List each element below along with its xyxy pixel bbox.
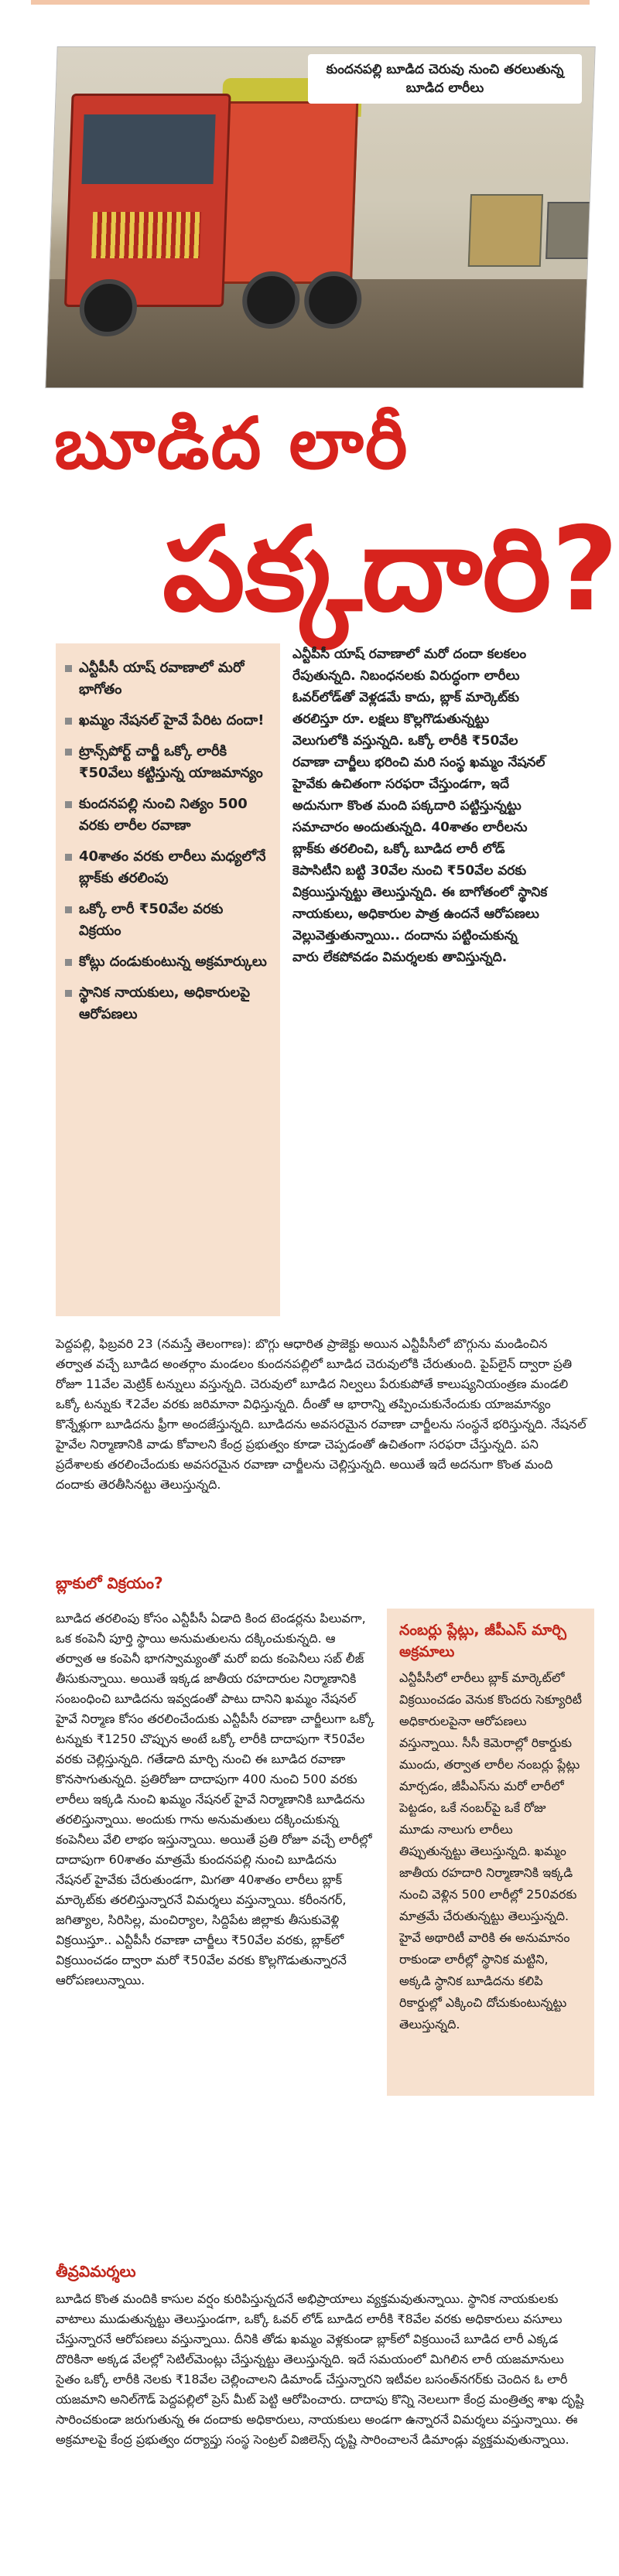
section-body-black-sale: బూడిద తరలింపు కోసం ఎన్టీపీసీ ఏడాది కింద టెండర్లను పిలువగా, ఒక కంపెనీ పూర్తి స్థాయి అనుమతులను దక్కించుకున్నది. ఆ తర్వాత ఆ కంపెనీ భాగస్వామ్యంతో మరో ఐదు కంపెనీలు సబ్ లీజ్ తీసుకున్నాయి. అయితే ఇక్కడ జాతీయ రహదారుల నిర్మాణానికి సంబంధించి బూడిదను ఇవ్వడంతో పాటు దానిని ఖమ్మం నేషనల్ హైవే నిర్మాణ కోసం తరలించేందుకు ఎన్టీపీసీ రవాణా చార్జీలుగా ఒక్కో టన్నుకు ₹1250 చొప్పున అంటే ఒక్కో లారీకి దాదాపుగా ₹50వేల వరకు చెల్లిస్తున్నది. గతేడాది మార్చి నుంచి ఈ బూడిద రవాణా కొనసాగుతున్నది. ప్రతిరోజూ దాదాపుగా 400 నుంచి 500 వరకు లారీలు ఇక్కడి నుంచి ఖమ్మం నేషనల్ హైవే నిర్మాణానికి బూడిదను తరలిస్తున్నాయి. అందుకు గాను అనుమతులు దక్కించుకున్న కంపెనీలు వేలి లాభం ఇస్తున్నాయి. అయితే ప్రతి రోజూ వచ్చే లారీల్లో దాదాపుగా 60శాతం మాత్రమే కుందనపల్లి నుంచి బూడిదను నేషనల్ హైవేకు చేరుతుండగా, మిగతా 40శాతం లారీలు బ్లాక్ మార్కెట్‌కు తరలిస్తున్నారనే విమర్శలు వస్తున్నాయి. కరీంనగర్, జగిత్యాల, సిరిసిల్ల, మంచిర్యాల, సిద్దిపేట జిల్లాకు తీసుకువెళ్లి విక్రయిస్తూ.. ఎన్టీపీసీ రవాణా చార్జీలు ₹50వేల వరకు, బ్లాక్‌లో విక్రయించడం ద్వారా మరో ₹50వేల వరకు కొల్లగొడుతున్నారనే ఆరోపణలున్నాయి. (56, 1611, 374, 1987)
sidebar-box (387, 1609, 594, 2096)
section-heading-black-sale: బ్లాకులో విక్రయం? (56, 1574, 163, 1592)
truck-cab (64, 94, 231, 307)
highlight-item: స్థానిక నాయకులు, అధికారులపై ఆరోపణలు (79, 982, 268, 1025)
highlight-item: 40శాతం వరకు లారీలు మధ్యలోనే బ్లాక్‌కు తరలింపు (79, 846, 268, 889)
sidebar-box-heading: నంబర్లు ప్లేట్లు, జీపీఎస్ మార్చి అక్రమాలు (399, 1622, 566, 1660)
photo-caption: కుందనపల్లి బూడిద చెరువు నుంచి తరలుతున్న బూడిద లారీలు (308, 54, 582, 104)
truck-grill (91, 212, 201, 258)
lead-column: ఎన్టీపీసీ యాష్ రవాణాలో మరో దందా కలకలం రేపుతున్నది. నిబంధనలకు విరుద్ధంగా లారీలు ఓవర్‌లోడ్‌తో వెళ్లడమే కాదు, బ్లాక్ మార్కెట్‌కు తరలిస్తూ రూ. లక్షలు కొల్లగొడుతున్నట్టు వెలుగులోకి వస్తున్నది. ఒక్కో లారీకి ₹50వేల రవాణా చార్జీలు భరించి మరి సంస్థ ఖమ్మం నేషనల్ హైవేకు ఉచితంగా సరఫరా చేస్తుండగా, ఇదే అదునుగా కొంత మంది పక్కదారి పట్టిస్తున్నట్టు సమాచారం అందుతున్నది. 40శాతం లారీలను బ్లాక్‌కు తరలించి, ఒక్కో బూడిద లారీ లోడ్ కెపాసిటీని బట్టి 30వేల నుంచి ₹50వేల వరకు విక్రయిస్తున్నట్టు తెలుస్తున్నది. ఈ బాగోతంలో స్థానిక నాయకులు, అధికారుల పాత్ర ఉందనే ఆరోపణలు వెల్లువెత్తుతున్నాయి.. దందాను పట్టించుకున్న వారు లేకపోవడం విమర్శలకు తావిస్తున్నది. (292, 647, 548, 965)
intro-paragraph: పెద్దపల్లి, ఫిబ్రవరి 23 (నమస్తే తెలంగాణ): బొగ్గు ఆధారిత ప్రాజెక్టు అయిన ఎన్టీపీసీలో బొగ్గును మండించిన తర్వాత వచ్చే బూడిద అంతర్గాం మండలం కుందనపల్లిలో బూడిద చెరువులోకి చేరుతుంది. పైప్‌లైన్ ద్వారా ప్రతి రోజూ 11వేల మెట్రిక్ టన్నులు వస్తున్నది. చెరువులో బూడిద నిల్వలు పేరుకుపోతే కాలుష్యనియంత్రణ మండలి ఒక్కో టన్నుకు ₹2వేల వరకు జరిమానా విధిస్తున్నది. దీంతో ఆ భారాన్ని తప్పించుకునేందుకు యాజమాన్యం కొన్నేళ్లుగా బూడిదను ఫ్రీగా అందజేస్తున్నది. బూడిదను అవసరమైన రవాణా చార్జీలను సంస్థనే భరిస్తున్నది. నేషనల్ హైవేల నిర్మాణానికి వాడు కోవాలని కేంద్ర ప్రభుత్వం కూడా చెప్పడంతో ఉచితంగా సరఫరా చేస్తున్నది. పని ప్రదేశాలకు తరలించేందుకు అవసరమైన రవాణా చార్జీలను చెల్లిస్తున్నది. అయితే ఇదే అదనుగా కొంత మంది దందాకు తెరతీసినట్టు తెలుస్తున్నది. (56, 1336, 587, 1492)
sidebar-box-text: ఎన్టీపీసీలో లారీలు బ్లాక్ మార్కెట్‌లో విక్రయించడం వెనుక కొందరు సెక్యూరిటీ అధికారులపైనా ఆరోపణలు వస్తున్నాయి. సీసీ కెమెరాల్లో రికార్డుకు ముందు, తర్వాత లారీల నంబర్లు ప్లేట్లు మార్చడం, జీపీఎస్‌ను మరో లారీలో పెట్టడం, ఒకే నంబర్‌పై ఒకే రోజు మూడు నాలుగు లారీలు తిప్పుతున్నట్టు తెలుస్తున్నది. ఖమ్మం జాతీయ రహదారి నిర్మాణానికి ఇక్కడి నుంచి వెళ్లిన 500 లారీల్లో 250వరకు మాత్రమే చేరుతున్నట్టు తెలుస్తున్నది. హైవే అథారిటీ వారికి ఈ అనుమానం రాకుండా లారీల్లో స్థానిక మట్టిని, అక్కడి స్థానిక బూడిదను కలిపి రికార్డుల్లో ఎక్కించి దోచుకుంటున్నట్టు తెలుస్తున్నది. (399, 1670, 582, 2032)
highlight-item: ఖమ్మం నేషనల్ హైవే పేరిట దందా! (79, 710, 268, 732)
highlight-item: కుందనపల్లి నుంచి నిత్యం 500 వరకు లారీల రవాణా (79, 793, 268, 837)
highlight-item: కోట్లు దండుకుంటున్న అక్రమార్కులు (79, 951, 268, 973)
headline-line-2: పక్కదారి? (162, 503, 619, 637)
highlight-item: ఎన్టీపీసీ యాష్ రవాణాలో మరో భాగోతం (79, 657, 268, 701)
truck-body (216, 101, 358, 284)
headline-line-1: బూడిద లారీ (54, 402, 409, 485)
truck-windshield (82, 114, 216, 184)
highlights-list (56, 643, 280, 1025)
top-rule (31, 0, 590, 5)
distant-truck (545, 202, 596, 259)
section-heading-criticism: తీవ్రవిమర్శలు (56, 2262, 136, 2281)
distant-truck (468, 194, 543, 267)
highlights-box (56, 643, 280, 1316)
highlight-item: ఒక్కో లారీ ₹50వేల వరకు విక్రయం (79, 899, 268, 942)
section-body-criticism: బూడిద కొంత మందికి కాసుల వర్షం కురిపిస్తున్నదనే అభిప్రాయాలు వ్యక్తమవుతున్నాయి. స్థానిక నాయకులకు వాటాలు ముడుతున్నట్టు తెలుస్తుండగా, ఒక్కో ఓవర్ లోడ్ బూడిద లారీకి ₹8వేల వరకు అధికారులు వసూలు చేస్తున్నారనే ఆరోపణలు వస్తున్నాయి. దీనికి తోడు ఖమ్మం వెళ్లకుండా బ్లాక్‌లో విక్రయించే బూడిద లారీ ఎక్కడ దొరికినా అక్కడ వేలల్లో సెటిల్‌మెంట్లు చేస్తున్నట్టు తెలుస్తున్నది. ఇదే సమయంలో మిగిలిన లారీ యజమానులు సైతం ఒక్కో లారీకి నెలకు ₹18వేల చెల్లించాలని డిమాండ్ చేస్తున్నారని ఇటీవల బసంత్‌నగర్‌కు చెందిన ఓ లారీ యజమాని అనిల్‌గౌడ్ పెద్దపల్లిలో ప్రెస్ మీట్ పెట్టి ఆరోపించారు. దాదాపు కొన్ని నెలలుగా కేంద్ర మంత్రిత్వ శాఖ దృష్టి సారించకుండా జరుగుతున్న ఈ దందాకు అధికారులు, నాయకులు అండగా ఉన్నారనే విమర్శలు వస్తున్నాయి. ఈ అక్రమాలపై కేంద్ర ప్రభుత్వం దర్యాప్తు సంస్థ సెంట్రల్ విజిలెన్స్ దృష్టి సారించాలనే డిమాండ్లు వ్యక్తమవుతున్నాయి. (56, 2291, 584, 2447)
highlight-item: ట్రాన్స్‌పోర్ట్ చార్జీ ఒక్కో లారీకి ₹50వేలు కట్టిస్తున్న యాజమాన్యం (79, 741, 268, 784)
